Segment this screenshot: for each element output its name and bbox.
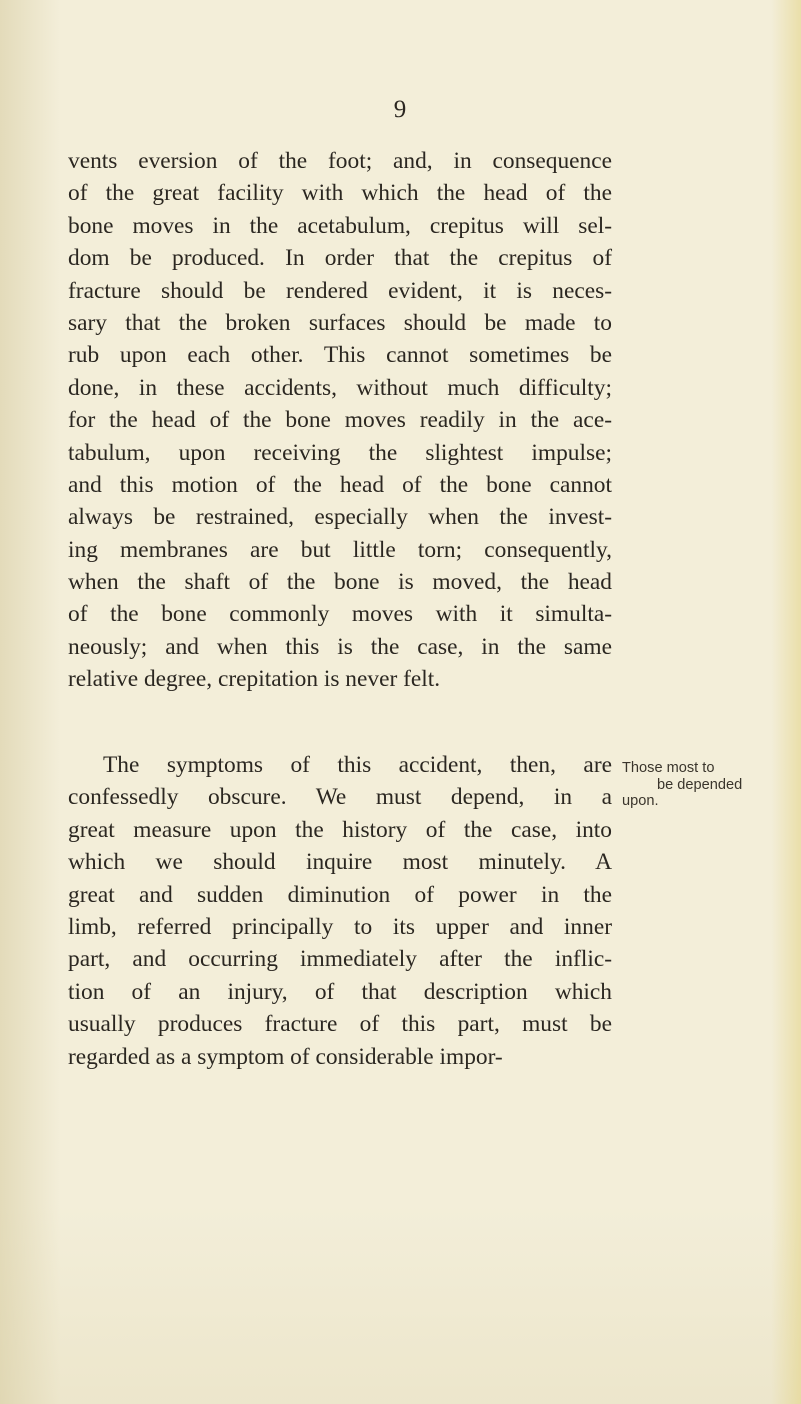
text-line: great measure upon the history of the case, into xyxy=(68,816,612,843)
text-line: regarded as a symptom of considerable impor- xyxy=(68,1043,503,1070)
text-line: dom be produced. In order that the crepitus of xyxy=(68,245,612,272)
paragraph-2 xyxy=(68,749,612,1073)
text-line: relative degree, crepitation is never felt. xyxy=(68,666,441,693)
text-line: sary that the broken surfaces should be made to xyxy=(68,309,612,336)
text-line: of the great facility with which the head of the xyxy=(68,180,612,207)
text-line: neously; and when this is the case, in the same xyxy=(68,633,612,660)
text-line: done, in these accidents, without much difficulty; xyxy=(68,374,612,401)
text-line: for the head of the bone moves readily in the ace- xyxy=(68,407,612,434)
text-line: tabulum, upon receiving the slightest impulse; xyxy=(68,439,612,466)
margin-note-line: Those most to xyxy=(622,760,715,776)
text-line: usually produces fracture of this part, must be xyxy=(68,1011,612,1038)
page-number: 9 xyxy=(393,96,408,123)
margin-note-line: be depended xyxy=(657,776,743,793)
text-line: of the bone commonly moves with it simulta- xyxy=(68,601,612,628)
text-line: bone moves in the acetabulum, crepitus will sel- xyxy=(68,212,612,239)
text-line: The symptoms of this accident, then, are xyxy=(103,752,612,778)
margin-note-line: upon. xyxy=(622,793,659,810)
text-line: tion of an injury, of that description which xyxy=(68,978,612,1005)
text-line: confessedly obscure. We must depend, in a xyxy=(68,784,612,811)
text-line: fracture should be rendered evident, it is neces- xyxy=(68,277,612,304)
text-line: always be restrained, especially when the invest- xyxy=(68,504,612,531)
text-line: great and sudden diminution of power in the xyxy=(68,881,612,908)
text-line: vents eversion of the foot; and, in consequence xyxy=(68,148,612,174)
margin-note xyxy=(622,760,792,810)
text-line: limb, referred principally to its upper and inner xyxy=(68,913,612,940)
text-line: when the shaft of the bone is moved, the head xyxy=(68,569,612,596)
text-line: part, and occurring immediately after the inflic- xyxy=(68,946,612,973)
paragraph-1 xyxy=(68,145,612,696)
text-line: and this motion of the head of the bone cannot xyxy=(68,471,612,498)
text-line: ing membranes are but little torn; consequently, xyxy=(68,536,612,563)
text-line: rub upon each other. This cannot sometimes be xyxy=(68,342,612,369)
text-line: which we should inquire most minutely. A xyxy=(68,849,612,876)
